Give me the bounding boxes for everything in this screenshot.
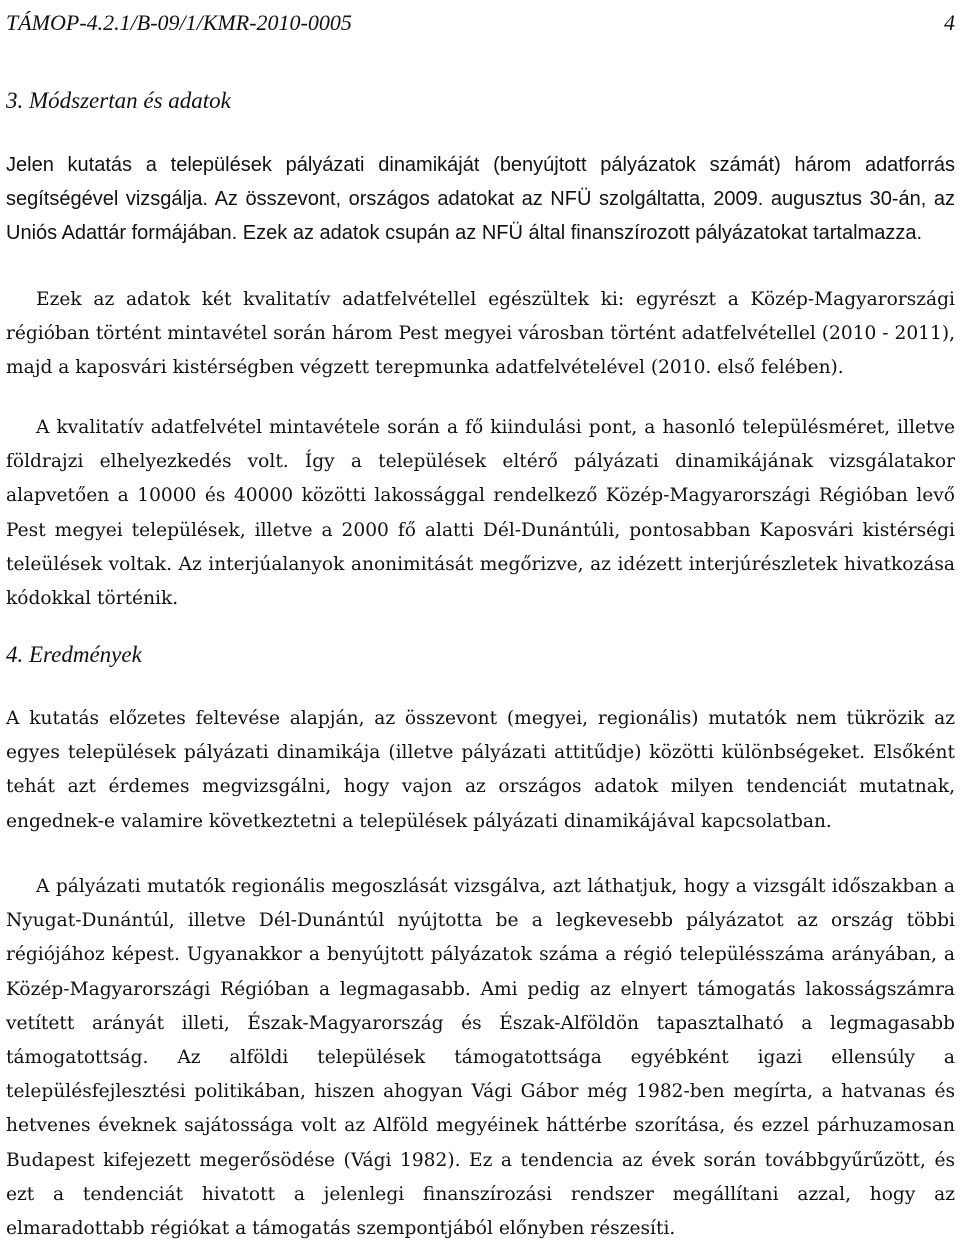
section-4-heading: 4. Eredmények: [6, 642, 142, 667]
section-4-paragraph-2: A pályázati mutatók regionális megoszlását vizsgálva, azt láthatjuk, hogy a vizsgált időszakban a Nyugat-Dunántúl, illetve Dél-Dunántúl nyújtotta be a legkevesebb pályázatot az ország többi régiójához képest. Ugyanakkor a benyújtott pályázatok száma a régió településszáma arányában, a Közép-Magyarországi Régióban a legmagasabb. Ami pedig az elnyert támogatás lakosságszámra vetített arányát illeti, Észak-Magyarország és Észak-Alföldön tapasztalható a legmagasabb támogatottság. Az alföldi települések támogatottsága egyébként igazi ellensúly a településfejlesztési politikában, hiszen ahogyan Vági Gábor még 1982-ben megírta, a hatvanas és hetvenes éveknek sajátossága volt az Alföld megyéinek háttérbe szorítása, és ezzel párhuzamosan Budapest kifejezett megerősödése (Vági 1982). Ez a tendencia az évek során továbbgyűrűzött, és ezt a tendenciát hivatott a jelenlegi finanszírozási rendszer megállítani azzal, hogy az elmaradottabb régiókat a támogatás szempontjából előnyben részesíti.: [6, 876, 955, 1240]
section-4-paragraph-1: A kutatás előzetes feltevése alapján, az összevont (megyei, regionális) mutatók nem tükrözik az egyes települések pályázati dinamikája (illetve pályázati attitűdje) közötti különbségeket. Elsőként tehát azt érdemes megvizsgálni, hogy vajon az országos adatok milyen tendenciát mutatnak, engednek-e valamire következtetni a települések pályázati dinamikájával kapcsolatban.: [6, 708, 955, 832]
page-number: 4: [944, 10, 955, 35]
page-header: [6, 6, 955, 40]
section-3-paragraph-1: Jelen kutatás a települések pályázati dinamikáját (benyújtott pályázatok számát) három adatforrás segítségével vizsgálja. Az összevont, országos adatokat az NFÜ szolgáltatta, 2009. augusztus 30-án, az Uniós Adattár formájában. Ezek az adatok csupán az NFÜ által finanszírozott pályázatokat tartalmazza.: [6, 154, 955, 245]
section-3-paragraph-2: Ezek az adatok két kvalitatív adatfelvétellel egészültek ki: egyrészt a Közép-Magyarországi régióban történt mintavétel során három Pest megyei városban történt adatfelvétellel (2010 - 2011), majd a kaposvári kistérségben végzett terepmunka adatfelvételével (2010. első felében).: [6, 289, 955, 379]
project-code: TÁMOP-4.2.1/B-09/1/KMR-2010-0005: [6, 10, 352, 35]
section-3-paragraph-3: A kvalitatív adatfelvétel mintavétele során a fő kiindulási pont, a hasonló településméret, illetve földrajzi elhelyezkedés volt. Így a települések eltérő pályázati dinamikájának vizsgálatakor alapvetően a 10000 és 40000 közötti lakossággal rendelkező Közép-Magyarországi Régióban levő Pest megyei települések, illetve a 2000 fő alatti Dél-Dunántúli, pontosabban Kaposvári kistérségi teleülések voltak. Az interjúalanyok anonimitását megőrizve, az idézett interjúrészletek hivatkozása kódokkal történik.: [6, 417, 955, 610]
section-3-heading: 3. Módszertan és adatok: [6, 88, 231, 113]
